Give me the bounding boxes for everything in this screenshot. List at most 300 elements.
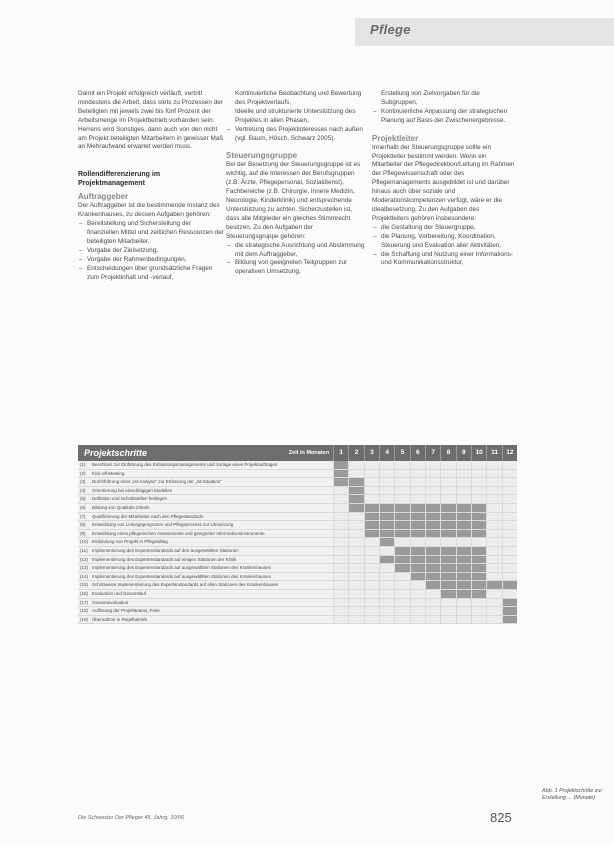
list-item: Ideelle und strukturierte Unterstützung des Projektes in allen Phasen, [235, 107, 356, 124]
month-cell [333, 607, 348, 615]
month-cell [410, 461, 425, 469]
active-month-bar [394, 556, 409, 564]
month-cell [348, 521, 363, 529]
month-cell [440, 470, 455, 478]
step-label [78, 461, 333, 469]
step-text: Entwicklung von Leitungsprogramm und Pflegeprozess zur Umsetzung [92, 522, 234, 528]
step-text: Entwicklung eines pflegerischen Assessments und geeigneter Informationsinstrumente [92, 530, 265, 536]
month-cell [364, 581, 379, 589]
active-month-bar [456, 581, 471, 589]
month-cell [348, 547, 363, 555]
month-cell [502, 513, 517, 521]
month-cell [410, 616, 425, 624]
month-cell [456, 495, 471, 503]
step-number: (7) [80, 513, 86, 519]
month-cell [471, 599, 486, 607]
step-text: Kick-off-Meeting [92, 470, 125, 476]
step-text: Qualifizierung der Mitarbeiter nach den Pflegestandards [92, 513, 204, 519]
month-cell [425, 495, 440, 503]
step-number: (4) [80, 487, 86, 493]
month-header: 7 [425, 445, 440, 461]
gantt-row [78, 530, 517, 539]
month-cell [440, 478, 455, 486]
month-cell [394, 616, 409, 624]
list-item: Kontinuierliche Beobachtung und Bewertung des Projektverlaufs, [235, 90, 362, 106]
month-cell [471, 478, 486, 486]
month-cell [486, 504, 501, 512]
list-item: – die Gestaltung der Steuergruppe, [381, 224, 517, 233]
step-number: (14) [80, 573, 89, 579]
step-text: Evaluation und Gesamtlauf [92, 590, 147, 596]
month-cell [440, 599, 455, 607]
gantt-row [78, 478, 517, 487]
bullet-list [226, 242, 366, 278]
month-cell [394, 607, 409, 615]
active-month-bar [471, 547, 486, 555]
list-item: – die Schaffung und Nutzung einer Informations- und Kommunikationsstruktur, [381, 251, 517, 269]
month-cell [364, 547, 379, 555]
month-cells [333, 530, 517, 538]
step-number: (6) [80, 504, 86, 510]
step-number: (9) [80, 530, 86, 536]
active-month-bar [486, 581, 501, 589]
gantt-row [78, 564, 517, 573]
month-cells [333, 599, 517, 607]
month-cell [440, 461, 455, 469]
month-cell [440, 495, 455, 503]
month-cell [425, 607, 440, 615]
active-month-bar [456, 513, 471, 521]
active-month-bar [333, 478, 348, 486]
month-cells [333, 461, 517, 469]
step-label [78, 590, 333, 598]
gantt-row [78, 581, 517, 590]
month-cell [502, 504, 517, 512]
list-item: – Bereitstellung und Sicherstellung der finanziellen Mittel und zeitlichen Ressourcen der beteiligten Mitarbeiter, [87, 220, 224, 247]
bullet-list [372, 90, 517, 126]
month-cell [456, 616, 471, 624]
active-month-bar [394, 513, 409, 521]
month-cell [394, 538, 409, 546]
month-cell [456, 538, 471, 546]
month-cell [333, 504, 348, 512]
step-number: (18) [80, 608, 89, 614]
step-label [78, 521, 333, 529]
month-cell [410, 470, 425, 478]
month-cell [379, 547, 394, 555]
month-cells [333, 616, 517, 624]
page-number: 825 [490, 810, 512, 825]
active-month-bar [364, 504, 379, 512]
month-cell [456, 470, 471, 478]
list-item: – Kontinuierliche Anpassung der strategischen Planung auf Basis der Zwischenergebnisse. [381, 108, 517, 126]
month-cell [364, 487, 379, 495]
active-month-bar [471, 521, 486, 529]
month-cell [425, 470, 440, 478]
paragraph: Bei der Besetzung der Steuerungsgruppe ist es wichtig, auf die Interessen der Berufsgruppen (z.B. Ärzte, Pflegepersonal, Sozialdienst), Fachbereiche (z.B. Chirurgie, Innere Medizin, Neurologie, Kinderklinik) und entsprechende Unterstützung zu achten. Sicherzustellen ist, dass alle Mitglieder ein gleiches Stimmrecht besitzen. Zu den Aufgaben der Steuerungsgruppe gehören: [226, 161, 361, 240]
month-cell [333, 530, 348, 538]
month-cell [364, 461, 379, 469]
month-cells [333, 513, 517, 521]
gantt-row [78, 521, 517, 530]
step-label [78, 607, 333, 615]
active-month-bar [440, 573, 455, 581]
month-cell [333, 564, 348, 572]
bullet-list [226, 90, 366, 143]
step-label [78, 564, 333, 572]
active-month-bar [456, 504, 471, 512]
month-cell [456, 607, 471, 615]
month-header: 8 [440, 445, 455, 461]
month-cell [394, 470, 409, 478]
step-label [78, 504, 333, 512]
step-text: Definition und Schnittstellen festlegen [92, 496, 168, 502]
active-month-bar [364, 513, 379, 521]
month-cell [379, 487, 394, 495]
month-cell [502, 530, 517, 538]
month-cells [333, 590, 517, 598]
step-label [78, 495, 333, 503]
step-label [78, 487, 333, 495]
active-month-bar [471, 564, 486, 572]
month-cell [364, 590, 379, 598]
subheading: Auftraggeber [78, 192, 129, 202]
month-cell [394, 599, 409, 607]
month-cell [502, 556, 517, 564]
step-label [78, 581, 333, 589]
active-month-bar [410, 547, 425, 555]
active-month-bar [456, 530, 471, 538]
month-cells [333, 556, 517, 564]
active-month-bar [456, 573, 471, 581]
month-cell [502, 495, 517, 503]
step-number: (5) [80, 496, 86, 502]
month-headers [333, 445, 517, 461]
step-text: Einbindung von Projekt in Pflegealltag [92, 539, 168, 545]
month-cell [471, 487, 486, 495]
step-label [78, 513, 333, 521]
gantt-header [78, 445, 517, 461]
month-cell [486, 564, 501, 572]
month-cell [410, 538, 425, 546]
month-cell [440, 538, 455, 546]
active-month-bar [410, 521, 425, 529]
month-cell [410, 487, 425, 495]
step-text: Übernahme in Regelbetrieb [92, 616, 148, 622]
active-month-bar [425, 547, 440, 555]
gantt-row [78, 495, 517, 504]
month-cell [333, 487, 348, 495]
month-cells [333, 487, 517, 495]
active-month-bar [425, 564, 440, 572]
gantt-row [78, 616, 517, 625]
intro-paragraph: Damit ein Projekt erfolgreich verläuft, vertritt mindestens die Arbeit, dass stets zu Prozessen der Beteiligten mit jeweils zwei bis fünf Prozent der Arbeitsmenge im Projektbetrieb vorhanden sein. Herrens wird Sonstiges, dann auch von den nicht am Projekt beteiligten Mitarbeitern in gewisser Maß an Mehraufwand erwartet werden muss. [78, 90, 224, 151]
step-label [78, 599, 333, 607]
month-cell [502, 573, 517, 581]
active-month-bar [471, 581, 486, 589]
month-header: 4 [379, 445, 394, 461]
month-cell [456, 461, 471, 469]
figure-caption: Abb. 1 Projektschritte zur Erstellung ... (Monate) [542, 788, 603, 801]
active-month-bar [379, 538, 394, 546]
step-number: (1) [80, 462, 86, 467]
month-cell [425, 590, 440, 598]
gantt-row [78, 590, 517, 599]
active-month-bar [456, 564, 471, 572]
month-cell [502, 470, 517, 478]
month-cell [486, 470, 501, 478]
month-cell [364, 573, 379, 581]
month-cell [364, 538, 379, 546]
month-cell [394, 487, 409, 495]
bullet-list [372, 224, 517, 269]
month-cell [333, 556, 348, 564]
active-month-bar [471, 590, 486, 598]
month-cell [379, 607, 394, 615]
month-cell [471, 616, 486, 624]
month-cell [486, 530, 501, 538]
month-cell [333, 599, 348, 607]
month-cell [364, 564, 379, 572]
column-2 [226, 90, 366, 277]
month-header: 6 [410, 445, 425, 461]
month-cell [379, 470, 394, 478]
list-item: – die Planung, Vorbereitung, Koordination, Steuerung und Evaluation aller Aktivitäten, [381, 233, 517, 251]
month-cell [348, 556, 363, 564]
active-month-bar [425, 504, 440, 512]
month-cell [394, 478, 409, 486]
active-month-bar [425, 573, 440, 581]
month-header: 11 [486, 445, 501, 461]
active-month-bar [440, 556, 455, 564]
active-month-bar [440, 564, 455, 572]
month-cell [486, 538, 501, 546]
active-month-bar [425, 521, 440, 529]
subheading: Projektleiter [372, 133, 419, 143]
step-label [78, 478, 333, 486]
month-header: 12 [502, 445, 517, 461]
active-month-bar [379, 521, 394, 529]
active-month-bar [440, 547, 455, 555]
month-cell [502, 521, 517, 529]
step-label [78, 556, 333, 564]
month-cell [379, 478, 394, 486]
month-cell [486, 590, 501, 598]
step-text: Implementierung des Expertenstandards auf einigen Stationen der Klinik [92, 556, 237, 562]
month-cell [471, 607, 486, 615]
step-label [78, 470, 333, 478]
step-label [78, 547, 333, 555]
step-number: (11) [80, 547, 88, 553]
month-cell [364, 607, 379, 615]
month-cell [502, 547, 517, 555]
month-cells [333, 564, 517, 572]
month-cells [333, 495, 517, 503]
month-cell [394, 590, 409, 598]
month-cell [379, 573, 394, 581]
active-month-bar [410, 504, 425, 512]
month-cell [502, 564, 517, 572]
month-cells [333, 538, 517, 546]
active-month-bar [410, 530, 425, 538]
paragraph: Innerhalb der Steuerungsgruppe sollte ein Projektleiter bestimmt werden. Wenn ein Mitarbeiter der Pflegedirektion/Leitung im Rahmen der Pflegewissenschaft oder des Pflegemanagements ausgebildet ist und darüber hinaus auch über soziale und Moderationskompetenzen verfügt, wäre er die idealbesetzung. Zu den Aufgaben des Projektleiters gehören insbesondere: [372, 143, 515, 222]
month-cell [410, 607, 425, 615]
month-cell [486, 616, 501, 624]
step-text: Gesamtevaluation [92, 599, 129, 605]
gantt-row [78, 513, 517, 522]
month-cell [379, 461, 394, 469]
step-text: Implementierung des Expertenstandards auf ausgewählten Stationen des Krankenhauses [92, 565, 271, 571]
month-cell [394, 461, 409, 469]
month-cell [471, 461, 486, 469]
active-month-bar [348, 487, 363, 495]
month-cell [379, 495, 394, 503]
month-cell [394, 495, 409, 503]
month-cell [471, 495, 486, 503]
month-cell [456, 478, 471, 486]
gantt-row [78, 461, 517, 470]
list-item: – Bildung von geeigneten Teilgruppen zur operativen Umsetzung, [235, 259, 366, 277]
active-month-bar [379, 504, 394, 512]
list-item: Erstellung von Zielvorgaben für die Subgruppen, [381, 90, 480, 106]
gantt-row [78, 556, 517, 565]
month-cell [348, 564, 363, 572]
month-cell [486, 478, 501, 486]
month-cell [379, 581, 394, 589]
column-1 [78, 90, 224, 283]
step-number: (17) [80, 599, 89, 605]
paragraph: Der Auftraggeber ist die bestimmende Instanz des Krankenhauses, zu dessen Aufgaben gehören: [78, 202, 220, 219]
active-month-bar [440, 504, 455, 512]
month-header: 9 [456, 445, 471, 461]
month-cell [364, 495, 379, 503]
active-month-bar [456, 590, 471, 598]
gantt-chart [78, 445, 517, 624]
month-cell [502, 461, 517, 469]
list-item: – Entscheidungen über grundsätzliche Fragen zum Projektinhalt und -verlauf, [87, 265, 224, 283]
month-cell [333, 547, 348, 555]
month-cell [364, 478, 379, 486]
step-label [78, 530, 333, 538]
active-month-bar [471, 556, 486, 564]
active-month-bar [471, 573, 486, 581]
active-month-bar [440, 590, 455, 598]
month-cell [333, 573, 348, 581]
active-month-bar [364, 521, 379, 529]
month-cell [364, 616, 379, 624]
active-month-bar [394, 530, 409, 538]
active-month-bar [471, 513, 486, 521]
bullet-list [78, 220, 224, 282]
active-month-bar [440, 521, 455, 529]
month-cell [440, 487, 455, 495]
step-text: Implementierung des Expertenstandards auf den ausgewählten Stationen [92, 547, 239, 553]
gantt-row [78, 487, 517, 496]
step-number: (13) [80, 565, 89, 571]
step-number: (8) [80, 522, 86, 528]
active-month-bar [502, 616, 517, 624]
gantt-row [78, 573, 517, 582]
month-cell [425, 616, 440, 624]
month-cell [348, 590, 363, 598]
step-text: Auflösung der Projektteams, Feier [92, 608, 161, 614]
month-cells [333, 478, 517, 486]
month-cell [425, 538, 440, 546]
month-cell [333, 590, 348, 598]
step-number: (10) [80, 539, 89, 545]
month-cell [379, 616, 394, 624]
month-cells [333, 607, 517, 615]
active-month-bar [394, 504, 409, 512]
active-month-bar [456, 521, 471, 529]
month-cell [440, 607, 455, 615]
active-month-bar [394, 564, 409, 572]
month-header: 2 [348, 445, 363, 461]
month-cell [456, 487, 471, 495]
month-cell [486, 513, 501, 521]
active-month-bar [333, 461, 348, 469]
active-month-bar [379, 530, 394, 538]
active-month-bar [410, 556, 425, 564]
month-cell [502, 590, 517, 598]
active-month-bar [440, 530, 455, 538]
active-month-bar [394, 547, 409, 555]
month-cell [486, 495, 501, 503]
month-cell [333, 513, 348, 521]
active-month-bar [425, 581, 440, 589]
active-month-bar [456, 556, 471, 564]
active-month-bar [440, 581, 455, 589]
month-cell [364, 470, 379, 478]
list-item: – Vertretung des Projektinteresses nach außen (vgl. Baum, Hösch, Schwarz 2005). [235, 126, 366, 144]
active-month-bar [379, 556, 394, 564]
active-month-bar [440, 513, 455, 521]
month-cells [333, 521, 517, 529]
step-number: (2) [80, 470, 86, 476]
month-header: 3 [364, 445, 379, 461]
column-3 [372, 90, 517, 268]
active-month-bar [471, 530, 486, 538]
section-label: Pflege [370, 22, 411, 37]
month-cell [486, 599, 501, 607]
step-text: Schrittweise Implementierung des Expertenstandards auf allen Stationen des Krankenhauses [92, 582, 279, 588]
step-text: Implementierung des Expertenstandards auf ausgewählten Stationen des Krankenhauses [92, 573, 271, 579]
month-cell [502, 478, 517, 486]
active-month-bar [333, 470, 348, 478]
list-item: – Vorgabe der Zielsetzung, [87, 247, 224, 256]
time-axis-label: Zeit in Monaten [288, 450, 330, 456]
active-month-bar [410, 513, 425, 521]
list-item: – die strategische Ausrichtung und Abstimmung mit dem Auftraggeber, [235, 242, 366, 260]
month-cell [333, 581, 348, 589]
active-month-bar [364, 530, 379, 538]
gantt-row [78, 607, 517, 616]
month-cell [440, 616, 455, 624]
month-cell [364, 599, 379, 607]
month-cell [348, 538, 363, 546]
month-cell [333, 538, 348, 546]
gantt-row [78, 538, 517, 547]
step-text: Bildung von Qualitäts-Zirkeln [92, 504, 150, 510]
month-cell [502, 538, 517, 546]
step-number: (19) [80, 616, 89, 622]
month-cell [379, 590, 394, 598]
active-month-bar [410, 564, 425, 572]
active-month-bar [425, 556, 440, 564]
month-cell [394, 581, 409, 589]
active-month-bar [348, 478, 363, 486]
active-month-bar [425, 530, 440, 538]
